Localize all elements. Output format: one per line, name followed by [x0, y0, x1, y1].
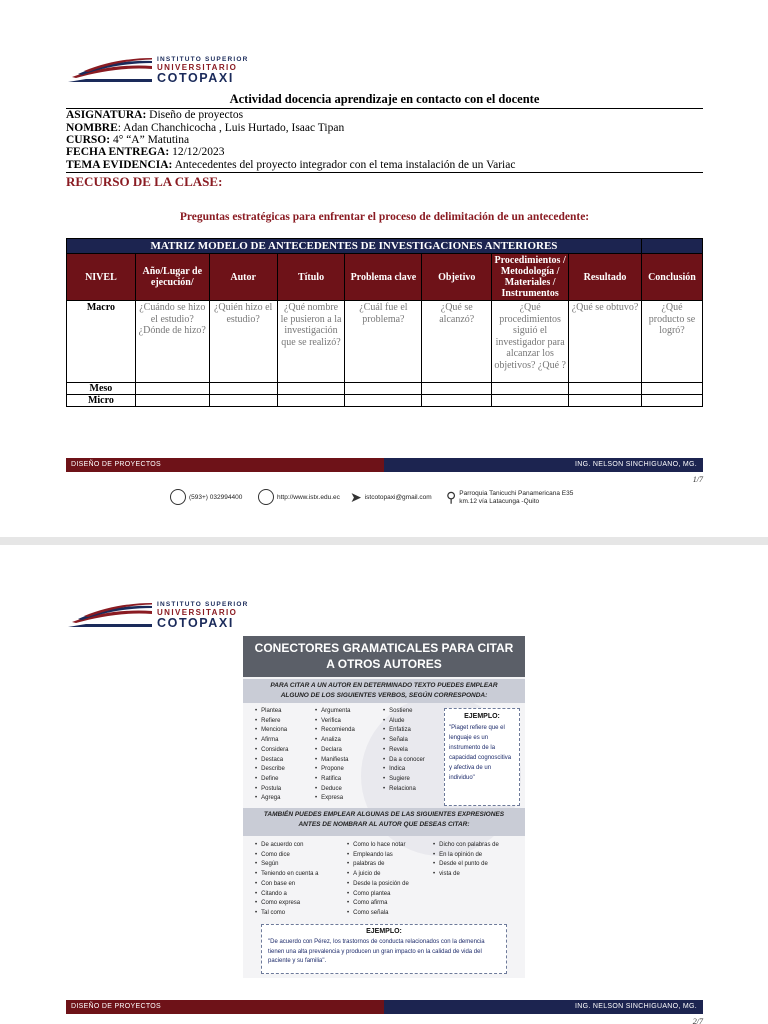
list-item: • Como lo hace notar	[347, 841, 409, 851]
logo-swoosh-icon	[66, 603, 154, 629]
column-header: Conclusión	[641, 254, 702, 301]
list-item: • Como afirma	[347, 899, 409, 909]
page-footer	[66, 1000, 703, 1014]
list-item: • Señala	[383, 736, 425, 746]
column-header: Autor	[209, 254, 277, 301]
page-separator	[0, 537, 768, 545]
column-header: Problema clave	[345, 254, 422, 301]
institute-logo	[66, 56, 256, 86]
column-header: Objetivo	[422, 254, 492, 301]
list-item: • Refiere	[255, 717, 288, 727]
verbs-list-2	[315, 707, 355, 804]
footer-teacher: ING. NELSON SINCHIGUANO, MG.	[384, 1000, 703, 1014]
verbs-instruction-band: PARA CITAR A UN AUTOR EN DETERMINADO TEXTO PUEDES EMPLEAR ALGUNO DE LOS SIGUIENTES VERBOS, SEGÚN CORRESPONDA:	[243, 679, 525, 703]
expressions-list-1	[255, 841, 319, 919]
logo-line-3: COTOPAXI	[157, 616, 234, 630]
contact-address: ⚲ Parroquia Tanicuchi Panamericana E35 km.12 vía Latacunga -Quito	[446, 489, 574, 505]
list-item: • Plantea	[255, 707, 288, 717]
list-item: • Declara	[315, 746, 355, 756]
example-box-1: EJEMPLO: "Piaget refiere que el lenguaje es un instrumento de la capacidad cognoscitiva y afectiva de un individuo"	[444, 708, 520, 806]
logo-line-3: COTOPAXI	[157, 71, 234, 85]
table-caption: MATRIZ MODELO DE ANTECEDENTES DE INVESTIGACIONES ANTERIORES	[67, 239, 642, 254]
verbs-list-1	[255, 707, 288, 804]
field-nombre: NOMBRE: Adan Chanchicocha , Luis Hurtado, Isaac Tipan	[66, 122, 345, 134]
list-item: • Da a conocer	[383, 756, 425, 766]
list-item: • Dicho con palabras de	[433, 841, 499, 851]
list-item: • Recomienda	[315, 726, 355, 736]
table-cell: Macro	[67, 301, 136, 383]
contact-phone: (593+) 032994400	[170, 489, 242, 505]
list-item: • En la opinión de	[433, 851, 499, 861]
logo-swoosh-icon	[66, 58, 154, 84]
page-footer	[66, 458, 703, 472]
list-item: • Analiza	[315, 736, 355, 746]
footer-teacher: ING. NELSON SINCHIGUANO, MG.	[384, 458, 703, 472]
document-title: Actividad docencia aprendizaje en contacto con el docente	[229, 92, 540, 106]
list-item: • Indica	[383, 765, 425, 775]
list-item: • Según	[255, 860, 319, 870]
list-item: • Alude	[383, 717, 425, 727]
table-row-macro	[67, 301, 703, 383]
divider	[66, 172, 703, 173]
list-item: • Como expresa	[255, 899, 319, 909]
page-number: 1/7	[692, 475, 703, 484]
list-item: • Tal como	[255, 909, 319, 919]
field-tema-evidencia: TEMA EVIDENCIA: Antecedentes del proyecto integrador con el tema instalación de un Variac	[66, 159, 516, 171]
column-header: Resultado	[569, 254, 642, 301]
list-item: • Expresa	[315, 794, 355, 804]
table-cell: ¿Qué se alcanzó?	[422, 301, 492, 383]
list-item: • Teniendo en cuenta a	[255, 870, 319, 880]
list-item: • Menciona	[255, 726, 288, 736]
list-item: • Define	[255, 775, 288, 785]
logo-line-1: INSTITUTO SUPERIOR	[157, 601, 249, 608]
field-asignatura: ASIGNATURA: Diseño de proyectos	[66, 109, 244, 121]
list-item: • Agrega	[255, 794, 288, 804]
table-cell: ¿Cuál fue el problema?	[345, 301, 422, 383]
institute-logo	[66, 601, 256, 631]
table-row-micro	[67, 395, 703, 407]
table-cell: ¿Quién hizo el estudio?	[209, 301, 277, 383]
send-icon: ➤	[350, 489, 362, 505]
table-cell: Micro	[67, 395, 136, 407]
list-item: • Relaciona	[383, 785, 425, 795]
list-item: • Sostiene	[383, 707, 425, 717]
footer-course: DISEÑO DE PROYECTOS	[66, 458, 384, 472]
column-header: Año/Lugar de ejecución/	[135, 254, 209, 301]
list-item: • Afirma	[255, 736, 288, 746]
table-cell: ¿Cuándo se hizo el estudio? ¿Dónde de hizo?	[135, 301, 209, 383]
list-item: • Verifica	[315, 717, 355, 727]
list-item: • A juicio de	[347, 870, 409, 880]
antecedentes-matrix-table	[66, 238, 703, 407]
location-pin-icon: ⚲	[446, 489, 457, 505]
list-item: • Desde la posición de	[347, 880, 409, 890]
list-item: • vista de	[433, 870, 499, 880]
list-item: • Citando a	[255, 890, 319, 900]
list-item: • Revela	[383, 746, 425, 756]
expressions-list-2	[347, 841, 409, 919]
list-item: • Ratifica	[315, 775, 355, 785]
expressions-list-3	[433, 841, 499, 880]
list-item: • Enfatiza	[383, 726, 425, 736]
table-cell: ¿Qué procedimientos siguió el investigador para alcanzar los objetivos? ¿Qué ?	[492, 301, 569, 383]
list-item: • Como señala	[347, 909, 409, 919]
field-fecha-entrega: FECHA ENTREGA: 12/12/2023	[66, 146, 225, 158]
expressions-instruction-band: TAMBIÉN PUEDES EMPLEAR ALGUNAS DE LAS SIGUIENTES EXPRESIONES ANTES DE NOMBRAR AL AUTOR QUE DESEAS CITAR:	[243, 808, 525, 836]
verbs-list-3	[383, 707, 425, 794]
page-number: 2/7	[692, 1017, 703, 1024]
column-header: Título	[277, 254, 345, 301]
list-item: • Empleando las	[347, 851, 409, 861]
list-item: • palabras de	[347, 860, 409, 870]
list-item: • Desde el punto de	[433, 860, 499, 870]
list-item: • Destaca	[255, 756, 288, 766]
infographic-title: CONECTORES GRAMATICALES PARA CITAR A OTROS AUTORES	[243, 636, 525, 677]
contact-web: http://www.istx.edu.ec	[258, 489, 340, 505]
logo-line-2: UNIVERSITARIO	[157, 608, 238, 617]
example-box-2: EJEMPLO: "De acuerdo con Pérez, los trastornos de conducta relacionados con la demencia tienen una alta prevalencia y producen un gran impacto en la calidad de vida del paciente y su familia".	[261, 924, 507, 974]
globe-icon	[258, 489, 274, 505]
contact-email: ➤ istcotopaxi@gmail.com	[350, 489, 432, 505]
logo-line-1: INSTITUTO SUPERIOR	[157, 56, 249, 63]
footer-course: DISEÑO DE PROYECTOS	[66, 1000, 384, 1014]
table-cell: ¿Qué producto se logró?	[641, 301, 702, 383]
list-item: • Argumenta	[315, 707, 355, 717]
list-item: • Postula	[255, 785, 288, 795]
table-header-row	[67, 254, 703, 301]
list-item: • De acuerdo con	[255, 841, 319, 851]
recurso-heading: RECURSO DE LA CLASE:	[66, 174, 223, 189]
table-row-meso	[67, 383, 703, 395]
column-header: Procedimientos / Metodología / Materiales / Instrumentos	[492, 254, 569, 301]
table-cell: ¿Qué nombre le pusieron a la investigación que se realizó?	[277, 301, 345, 383]
list-item: • Manifiesta	[315, 756, 355, 766]
list-item: • Considera	[255, 746, 288, 756]
preguntas-heading: Preguntas estratégicas para enfrentar el proceso de delimitación de un antecedente:	[179, 211, 590, 223]
table-cell: Meso	[67, 383, 136, 395]
connectors-infographic	[243, 636, 525, 978]
logo-line-2: UNIVERSITARIO	[157, 63, 238, 72]
list-item: • Describe	[255, 765, 288, 775]
list-item: • Como dice	[255, 851, 319, 861]
list-item: • Con base en	[255, 880, 319, 890]
table-cell: ¿Qué se obtuvo?	[569, 301, 642, 383]
field-curso: CURSO: 4° “A” Matutina	[66, 134, 190, 146]
list-item: • Deduce	[315, 785, 355, 795]
list-item: • Sugiere	[383, 775, 425, 785]
phone-icon	[170, 489, 186, 505]
list-item: • Propone	[315, 765, 355, 775]
column-header: NIVEL	[67, 254, 136, 301]
list-item: • Como plantea	[347, 890, 409, 900]
